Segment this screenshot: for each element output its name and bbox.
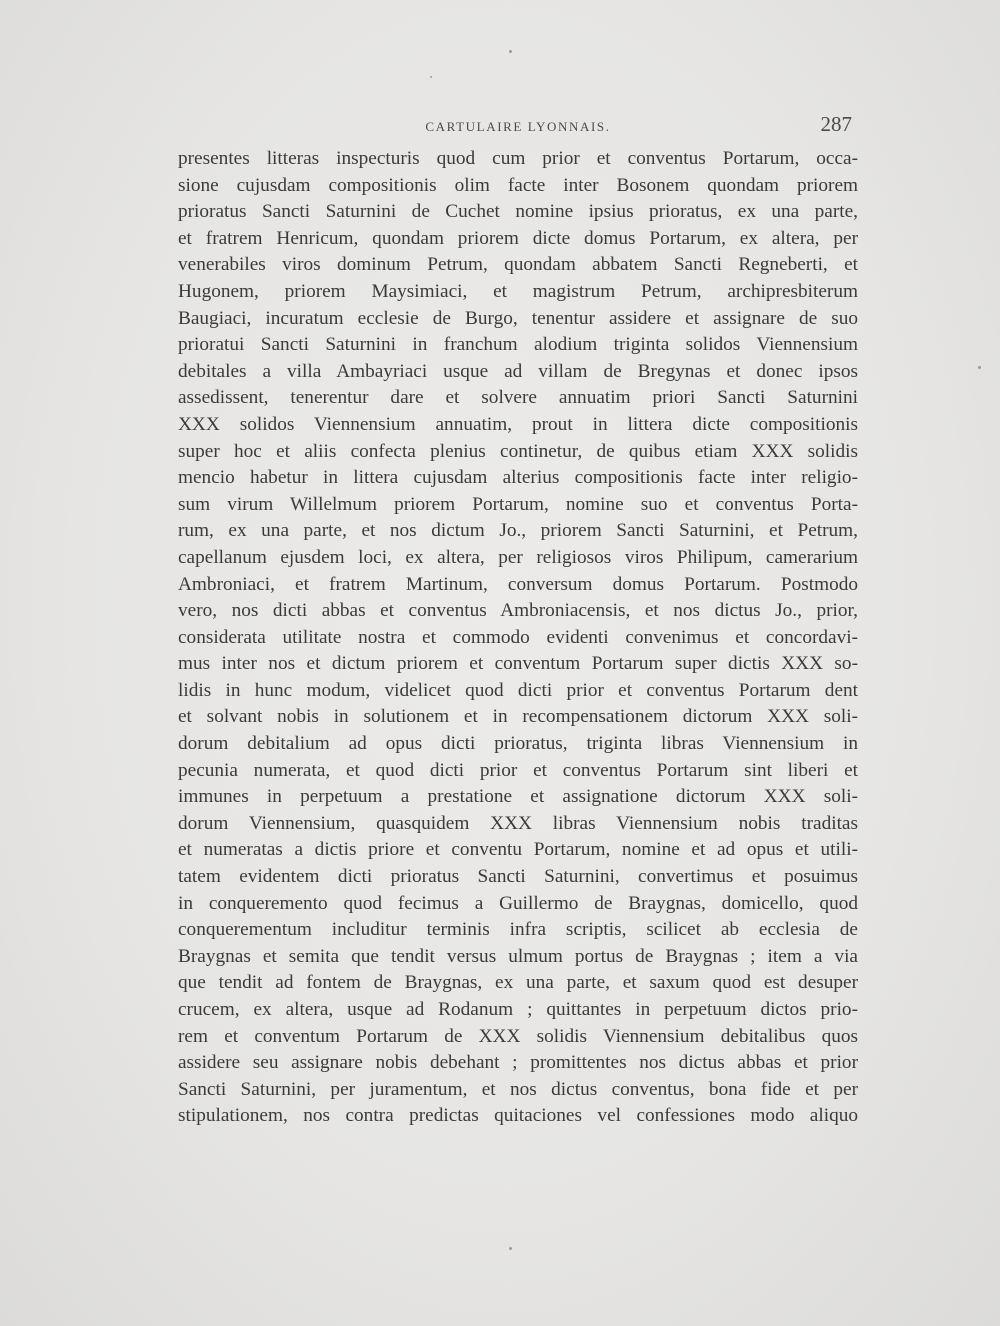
text-line: et solvant nobis in solutionem et in recompensationem dictorum XXX soli- <box>178 706 858 728</box>
text-line: assidere seu assignare nobis debehant ; promittentes nos dictus abbas et prior <box>178 1052 858 1074</box>
page-number: 287 <box>820 112 852 136</box>
text-line: Ambroniaci, et fratrem Martinum, conversum domus Portarum. Postmodo <box>178 573 858 595</box>
text-line: Sancti Saturnini, per juramentum, et nos dictus conventus, bona fide et per <box>178 1078 858 1100</box>
text-line: debitales a villa Ambayriaci usque ad villam de Bregynas et donec ipsos <box>178 360 858 382</box>
text-line: in conqueremento quod fecimus a Guillermo de Braygnas, domicello, quod <box>178 892 858 914</box>
text-line: prioratui Sancti Saturnini in franchum alodium triginta solidos Viennensium <box>178 334 858 356</box>
text-line: immunes in perpetuum a prestatione et assignatione dictorum XXX soli- <box>178 786 858 808</box>
text-line: rum, ex una parte, et nos dictum Jo., priorem Sancti Saturnini, et Petrum, <box>178 520 858 542</box>
text-line: presentes litteras inspecturis quod cum prior et conventus Portarum, occa- <box>178 148 858 169</box>
text-line: assedissent, tenerentur dare et solvere annuatim priori Sancti Saturnini <box>178 387 858 409</box>
text-line: pecunia numerata, et quod dicti prior et conventus Portarum sint liberi et <box>178 759 858 781</box>
text-line: mencio habetur in littera cujusdam alterius compositionis facte inter religio- <box>178 467 858 489</box>
text-line: Hugonem, priorem Maysimiaci, et magistrum Petrum, archipresbiterum <box>178 280 858 302</box>
text-line: Braygnas et semita que tendit versus ulmum portus de Braygnas ; item a via <box>178 945 858 967</box>
paper-speck <box>430 76 432 78</box>
text-line: et numeratas a dictis priore et conventu Portarum, nomine et ad opus et utili- <box>178 839 858 861</box>
text-line: rem et conventum Portarum de XXX solidis Viennensium debitalibus quos <box>178 1025 858 1047</box>
text-line: venerabiles viros dominum Petrum, quondam abbatem Sancti Regneberti, et <box>178 254 858 276</box>
text-line: sum virum Willelmum priorem Portarum, nomine suo et conventus Porta- <box>178 493 858 515</box>
text-line: vero, nos dicti abbas et conventus Ambroniacensis, et nos dictus Jo., prior, <box>178 600 858 622</box>
text-line: prioratus Sancti Saturnini de Cuchet nomine ipsius prioratus, ex una parte, <box>178 201 858 223</box>
text-line: XXX solidos Viennensium annuatim, prout in littera dicte compositionis <box>178 413 858 435</box>
running-head <box>178 112 858 138</box>
text-line: sione cujusdam compositionis olim facte inter Bosonem quondam priorem <box>178 174 858 196</box>
paper-speck <box>509 1247 512 1250</box>
text-line: mus inter nos et dictum priorem et conventum Portarum super dictis XXX so- <box>178 653 858 675</box>
text-line: super hoc et aliis confecta plenius continetur, de quibus etiam XXX solidis <box>178 440 858 462</box>
text-line: conquerementum includitur terminis infra scriptis, scilicet ab ecclesia de <box>178 919 858 941</box>
text-line: Baugiaci, incuratum ecclesie de Burgo, tenentur assidere et assignare de suo <box>178 307 858 329</box>
running-title: CARTULAIRE LYONNAIS. <box>425 119 611 134</box>
text-line: dorum Viennensium, quasquidem XXX libras Viennensium nobis traditas <box>178 812 858 834</box>
text-line: lidis in hunc modum, videlicet quod dicti prior et conventus Portarum dent <box>178 679 858 701</box>
text-line: que tendit ad fontem de Braygnas, ex una parte, et saxum quod est desuper <box>178 972 858 994</box>
text-line: stipulationem, nos contra predictas quitaciones vel confessiones modo aliquo <box>178 1105 858 1127</box>
text-line: dorum debitalium ad opus dicti prioratus, triginta libras Viennensium in <box>178 733 858 755</box>
body-text <box>178 146 858 1130</box>
text-line: crucem, ex altera, usque ad Rodanum ; quittantes in perpetuum dictos prio- <box>178 999 858 1020</box>
paper-speck <box>509 50 512 53</box>
paper-speck <box>978 366 981 369</box>
text-line: tatem evidentem dicti prioratus Sancti Saturnini, convertimus et posuimus <box>178 866 858 888</box>
text-line: et fratrem Henricum, quondam priorem dicte domus Portarum, ex altera, per <box>178 227 858 249</box>
text-line: capellanum ejusdem loci, ex altera, per religiosos viros Philipum, camerarium <box>178 546 858 568</box>
text-line: considerata utilitate nostra et commodo evidenti convenimus et concordavi- <box>178 626 858 648</box>
